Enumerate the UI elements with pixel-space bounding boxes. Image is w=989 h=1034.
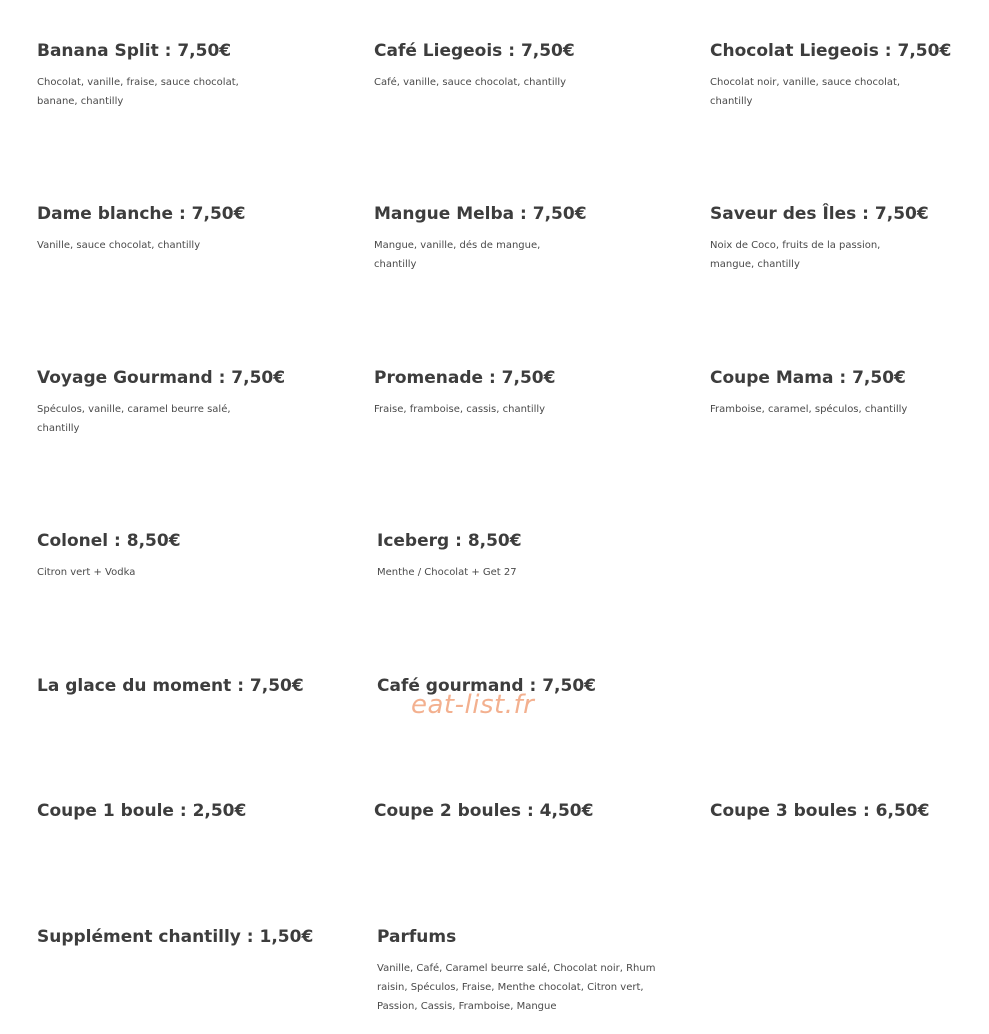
menu-item-description: Framboise, caramel, spéculos, chantilly bbox=[710, 404, 908, 415]
menu-item-description: Vanille, Café, Caramel beurre salé, Chocolat noir, Rhum raisin, Spéculos, Fraise, Menthe chocolat, Citron vert, Passion, Cassis, Framboise, Mangue bbox=[377, 963, 656, 1012]
menu-item-title: Café Liegeois : 7,50€ bbox=[374, 41, 575, 61]
menu-item-iceberg bbox=[377, 530, 637, 582]
menu-item-description: Café, vanille, sauce chocolat, chantilly bbox=[374, 77, 567, 88]
menu-item-title: Iceberg : 8,50€ bbox=[377, 531, 522, 551]
menu-item-description: Mangue, vanille, dés de mangue, chantilly bbox=[374, 240, 541, 270]
menu-item-description: Menthe / Chocolat + Get 27 bbox=[377, 567, 517, 578]
menu-item-title: Coupe Mama : 7,50€ bbox=[710, 368, 906, 388]
menu-item-coupe-1-boule bbox=[37, 800, 297, 822]
menu-item-description: Chocolat noir, vanille, sauce chocolat, chantilly bbox=[710, 77, 901, 107]
menu-item-title: Coupe 2 boules : 4,50€ bbox=[374, 801, 594, 821]
menu-item-description: Citron vert + Vodka bbox=[37, 567, 136, 578]
menu-item-title: Chocolat Liegeois : 7,50€ bbox=[710, 41, 952, 61]
menu-item-description: Vanille, sauce chocolat, chantilly bbox=[37, 240, 201, 251]
menu-item-title: Café gourmand : 7,50€ bbox=[377, 676, 596, 696]
menu-item-coupe-2-boules bbox=[374, 800, 634, 822]
menu-item-title: Coupe 3 boules : 6,50€ bbox=[710, 801, 930, 821]
menu-item-promenade bbox=[374, 367, 634, 419]
menu-item-cafe-liegeois bbox=[374, 40, 634, 92]
menu-item-voyage-gourmand bbox=[37, 367, 297, 438]
menu-item-title: Colonel : 8,50€ bbox=[37, 531, 181, 551]
menu-item-title: Mangue Melba : 7,50€ bbox=[374, 204, 587, 224]
menu-item-title: Voyage Gourmand : 7,50€ bbox=[37, 368, 286, 388]
menu-item-colonel bbox=[37, 530, 297, 582]
menu-item-title: Saveur des Îles : 7,50€ bbox=[710, 204, 929, 224]
menu-item-title: La glace du moment : 7,50€ bbox=[37, 676, 304, 696]
menu-item-coupe-mama bbox=[710, 367, 970, 419]
menu-item-title: Parfums bbox=[377, 927, 457, 947]
menu-item-title: Banana Split : 7,50€ bbox=[37, 41, 232, 61]
watermark-logo: eat-list.fr bbox=[411, 690, 535, 720]
menu-item-parfums bbox=[377, 926, 656, 1016]
menu-item-saveur-des-iles bbox=[710, 203, 970, 274]
menu-item-coupe-3-boules bbox=[710, 800, 970, 822]
menu-item-description: Fraise, framboise, cassis, chantilly bbox=[374, 404, 546, 415]
menu-item-banana-split bbox=[37, 40, 297, 111]
menu-item-title: Promenade : 7,50€ bbox=[374, 368, 556, 388]
menu-item-description: Spéculos, vanille, caramel beurre salé, chantilly bbox=[37, 404, 231, 434]
menu-item-description: Chocolat, vanille, fraise, sauce chocolat, banane, chantilly bbox=[37, 77, 239, 107]
menu-item-title: Dame blanche : 7,50€ bbox=[37, 204, 246, 224]
menu-item-glace-du-moment bbox=[37, 675, 304, 697]
menu-item-dame-blanche bbox=[37, 203, 297, 255]
menu-item-mangue-melba bbox=[374, 203, 634, 274]
menu-item-title: Coupe 1 boule : 2,50€ bbox=[37, 801, 247, 821]
menu-item-supplement-chantilly bbox=[37, 926, 314, 948]
menu-item-title: Supplément chantilly : 1,50€ bbox=[37, 927, 314, 947]
menu-item-description: Noix de Coco, fruits de la passion, mangue, chantilly bbox=[710, 240, 881, 270]
menu-item-chocolat-liegeois bbox=[710, 40, 970, 111]
